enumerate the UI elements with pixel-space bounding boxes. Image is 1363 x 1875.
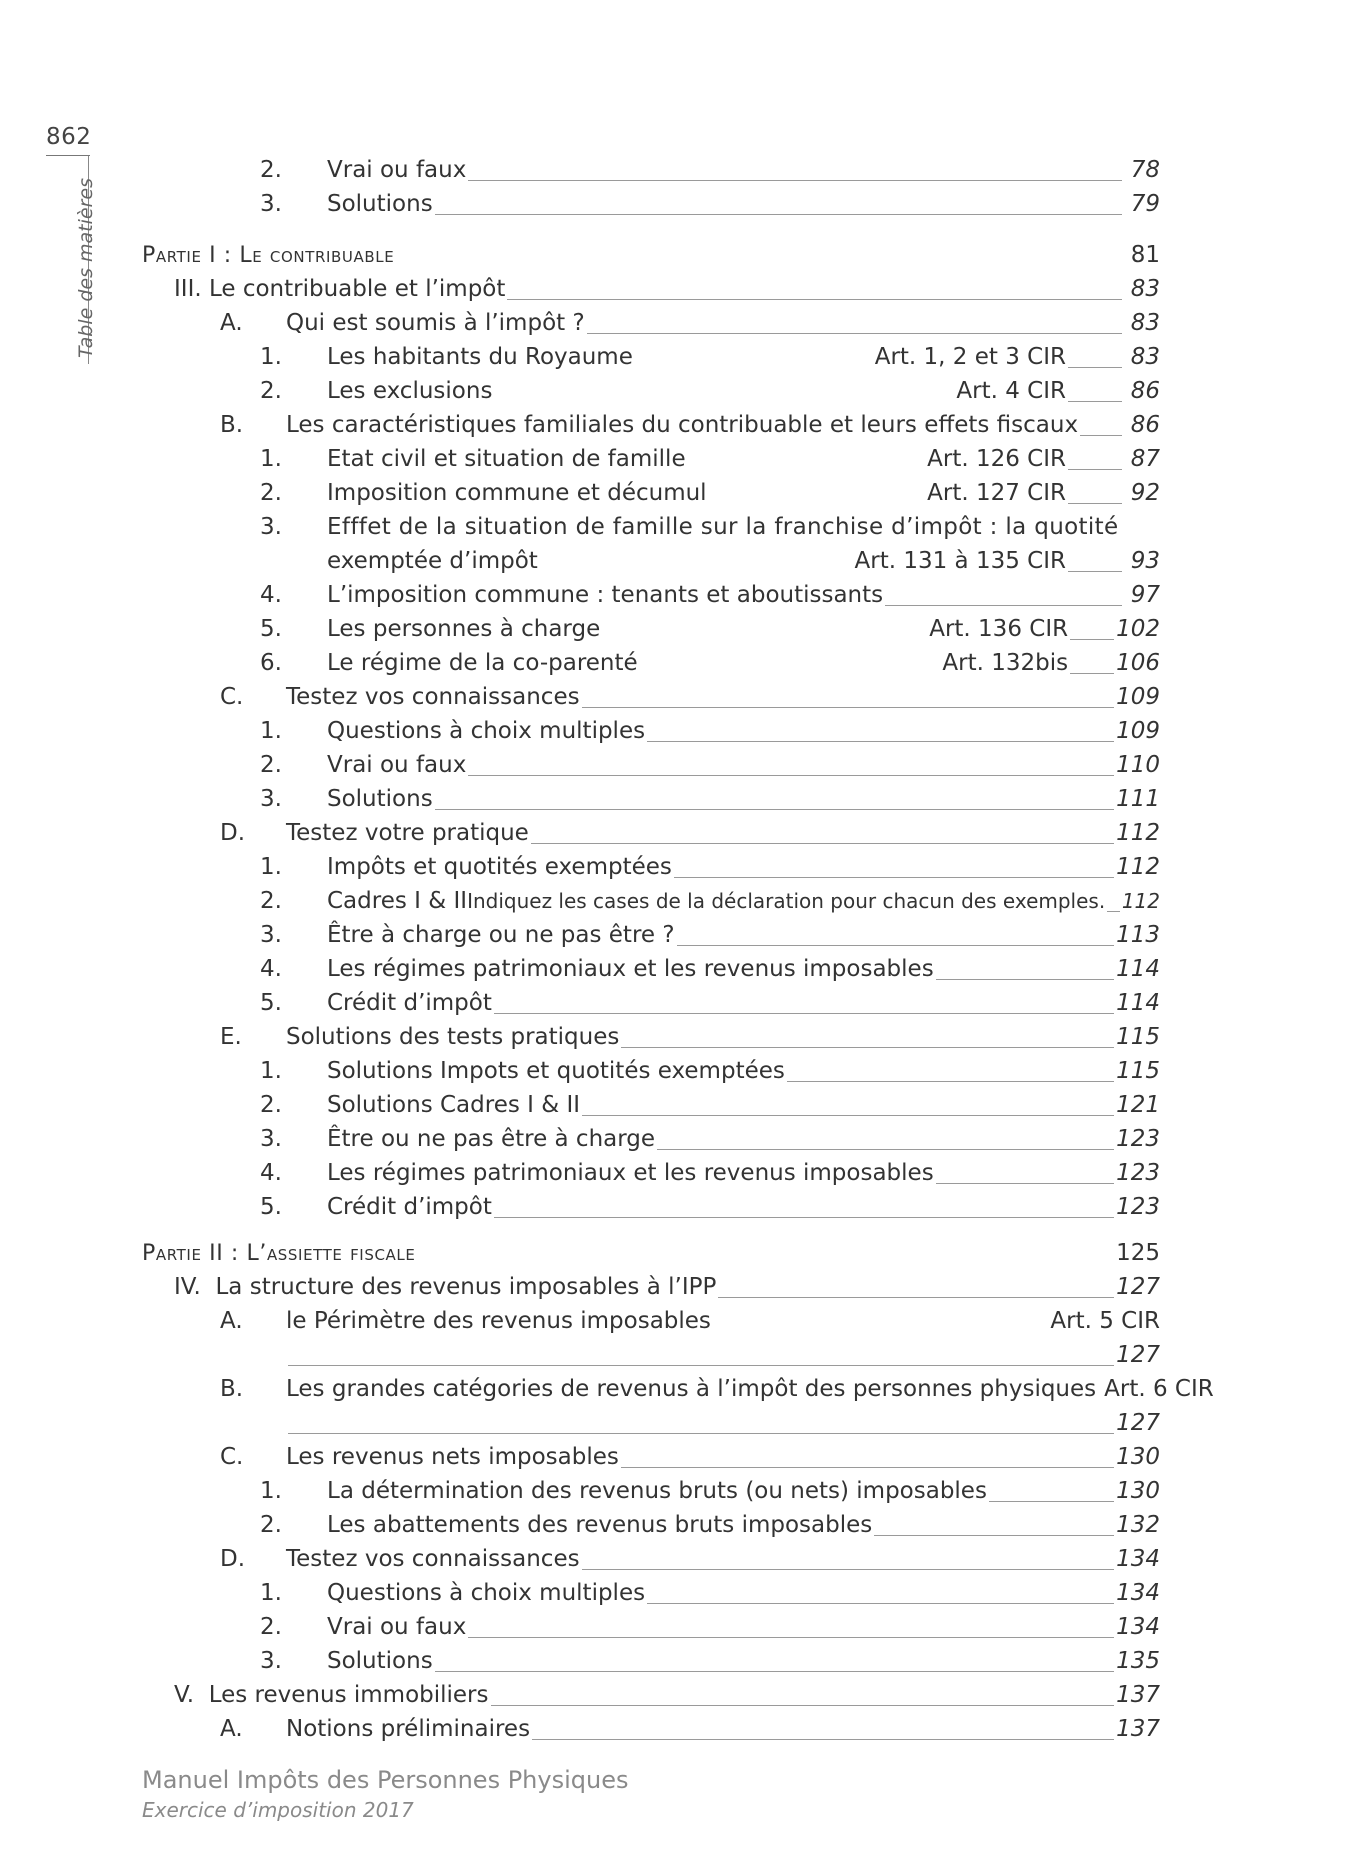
section-entry-continuation[interactable] [220, 1338, 1160, 1372]
toc-entry[interactable] [260, 1576, 1160, 1610]
dot-leader [1068, 469, 1122, 470]
entry-number: C. [220, 684, 244, 710]
entry-page: 110 [1116, 752, 1160, 778]
dot-leader [936, 1183, 1114, 1184]
entry-number: 2. [260, 480, 282, 506]
entry-title: Être ou ne pas être à charge [327, 1126, 656, 1152]
entry-note: Indiquez les cases de la déclaration pour chacun des exemples. [467, 889, 1106, 913]
toc-entry[interactable] [260, 1054, 1160, 1088]
entry-title: Questions à choix multiples [327, 718, 646, 744]
section-entry[interactable] [220, 1440, 1160, 1474]
entry-title: Efffet de la situation de famille sur la franchise d’impôt : la quotité [327, 514, 1119, 540]
dot-leader [936, 979, 1114, 980]
entry-page: 111 [1116, 786, 1160, 812]
dot-leader [531, 843, 1114, 844]
dot-leader [587, 333, 1122, 334]
entry-number: 1. [260, 1478, 282, 1504]
dot-leader [874, 1535, 1114, 1536]
entry-number: 4. [260, 1160, 282, 1186]
section-entry[interactable] [220, 306, 1160, 340]
entry-number: D. [220, 1546, 246, 1572]
section-entry-continuation[interactable] [220, 1406, 1160, 1440]
dot-leader [491, 1705, 1115, 1706]
entry-title: Solutions Impots et quotités exemptées [327, 1058, 785, 1084]
entry-title: Vrai ou faux [327, 157, 467, 183]
part-heading[interactable] [142, 238, 1160, 272]
dot-leader [674, 877, 1114, 878]
entry-number: C. [220, 1444, 244, 1470]
entry-title: Impôts et quotités exemptées [327, 854, 672, 880]
entry-page: 114 [1116, 990, 1160, 1016]
toc-entry[interactable] [260, 952, 1160, 986]
entry-page: 78 [1130, 157, 1160, 183]
section-entry[interactable] [220, 1372, 1214, 1406]
entry-number: 3. [260, 191, 282, 217]
dot-leader [582, 1115, 1114, 1116]
chapter-entry[interactable] [174, 1270, 1160, 1304]
toc-entry[interactable] [260, 782, 1160, 816]
entry-page: 137 [1116, 1682, 1160, 1708]
entry-page: 115 [1116, 1024, 1160, 1050]
dot-leader [1068, 401, 1122, 402]
entry-number: 2. [260, 157, 282, 183]
section-entry[interactable] [220, 408, 1160, 442]
toc-entry[interactable] [260, 646, 1160, 680]
entry-number: 6. [260, 650, 282, 676]
entry-number: A. [220, 1716, 243, 1742]
entry-number: B. [220, 412, 244, 438]
toc-entry[interactable] [260, 1156, 1160, 1190]
entry-title: Solutions des tests pratiques [286, 1024, 620, 1050]
entry-number: 4. [260, 956, 282, 982]
entry-page: 97 [1130, 582, 1160, 608]
entry-page: 130 [1116, 1444, 1160, 1470]
dot-leader [621, 1047, 1114, 1048]
toc-entry[interactable] [260, 1122, 1160, 1156]
toc-entry[interactable] [260, 374, 1160, 408]
entry-page: 86 [1130, 378, 1160, 404]
entry-page: 127 [1116, 1274, 1160, 1300]
entry-number: 2. [260, 1614, 282, 1640]
toc-entry[interactable] [260, 578, 1160, 612]
entry-title: Solutions [327, 786, 433, 812]
entry-page: 123 [1116, 1160, 1160, 1186]
part-heading[interactable] [142, 1236, 1160, 1270]
toc-entry[interactable] [260, 442, 1160, 476]
dot-leader [1107, 911, 1120, 912]
entry-number: 1. [260, 446, 282, 472]
entry-page: 121 [1116, 1092, 1160, 1118]
entry-page: 86 [1130, 412, 1160, 438]
dot-leader [787, 1081, 1114, 1082]
entry-number: 2. [260, 378, 282, 404]
page-number: 862 [46, 124, 92, 150]
entry-page: 92 [1130, 480, 1160, 506]
entry-title: Être à charge ou ne pas être ? [327, 922, 675, 948]
dot-leader [621, 1467, 1114, 1468]
toc-entry[interactable] [260, 884, 1160, 918]
article-reference: Art. 1, 2 et 3 CIR [874, 344, 1066, 370]
dot-leader [507, 299, 1122, 300]
dot-leader [494, 1013, 1114, 1014]
part-title: Partie II : L’assiette fiscale [142, 1241, 416, 1266]
dot-leader [582, 707, 1115, 708]
dot-leader [1068, 367, 1122, 368]
dot-leader [657, 1149, 1114, 1150]
entry-number: 1. [260, 854, 282, 880]
entry-page: 102 [1116, 616, 1160, 642]
entry-page: 87 [1130, 446, 1160, 472]
dot-leader [1068, 571, 1122, 572]
entry-title: Qui est soumis à l’impôt ? [286, 310, 585, 336]
entry-title: Vrai ou faux [327, 752, 467, 778]
entry-number: 2. [260, 1092, 282, 1118]
entry-title: III. Le contribuable et l’impôt [174, 276, 506, 302]
article-reference: Art. 126 CIR [927, 446, 1066, 472]
entry-number: E. [220, 1024, 242, 1050]
toc-entry[interactable] [260, 986, 1160, 1020]
article-reference: Art. 5 CIR [1050, 1308, 1160, 1334]
article-reference: Art. 132bis [942, 650, 1069, 676]
dot-leader [468, 180, 1122, 181]
entry-page: 132 [1116, 1512, 1160, 1538]
toc-entry[interactable] [260, 1190, 1160, 1224]
toc-entry[interactable] [260, 850, 1160, 884]
entry-title: Solutions [327, 1648, 433, 1674]
dot-leader [1068, 503, 1122, 504]
entry-title: Questions à choix multiples [327, 1580, 646, 1606]
entry-number: 2. [260, 752, 282, 778]
entry-number: 3. [260, 786, 282, 812]
article-reference: Art. 131 à 135 CIR [854, 548, 1066, 574]
toc-entry[interactable] [260, 153, 1160, 187]
toc-entry[interactable] [260, 476, 1160, 510]
dot-leader [989, 1501, 1114, 1502]
entry-page: 83 [1130, 276, 1160, 302]
entry-title: Solutions [327, 191, 433, 217]
dot-leader [532, 1739, 1114, 1740]
dot-leader [885, 605, 1122, 606]
toc-entry[interactable] [260, 1644, 1160, 1678]
entry-page: 112 [1116, 854, 1160, 880]
dot-leader [1070, 639, 1114, 640]
entry-page: 93 [1130, 548, 1160, 574]
section-entry[interactable] [220, 816, 1160, 850]
entry-title: V. Les revenus immobiliers [174, 1682, 489, 1708]
entry-title: Les revenus nets imposables [286, 1444, 619, 1470]
footer-title: Manuel Impôts des Personnes Physiques [142, 1766, 629, 1794]
entry-page: 109 [1116, 718, 1160, 744]
dot-leader [468, 775, 1114, 776]
entry-title: Cadres I & II [327, 888, 468, 914]
entry-title: Vrai ou faux [327, 1614, 467, 1640]
section-entry[interactable] [220, 1020, 1160, 1054]
toc-entry[interactable] [260, 612, 1160, 646]
entry-title: Les régimes patrimoniaux et les revenus imposables [327, 956, 934, 982]
entry-number: 3. [260, 922, 282, 948]
section-entry[interactable] [220, 680, 1160, 714]
toc-entry[interactable] [260, 340, 1160, 374]
toc-entry[interactable] [260, 714, 1160, 748]
part-page: 125 [1116, 1240, 1160, 1266]
dot-leader [1070, 673, 1114, 674]
toc-entry-continuation[interactable] [260, 544, 1160, 578]
dot-leader [288, 1433, 1114, 1434]
section-entry[interactable] [220, 1712, 1160, 1746]
entry-page: 83 [1130, 344, 1160, 370]
part-page: 81 [1130, 242, 1160, 268]
dot-leader [435, 214, 1122, 215]
entry-title: Crédit d’impôt [327, 990, 492, 1016]
entry-page: 130 [1116, 1478, 1160, 1504]
chapter-entry[interactable] [174, 1678, 1160, 1712]
section-entry[interactable] [220, 1542, 1160, 1576]
dot-leader [435, 809, 1114, 810]
toc-entry[interactable] [260, 1610, 1160, 1644]
dot-leader [288, 1365, 1114, 1366]
section-entry[interactable] [220, 1304, 1160, 1338]
entry-page: 137 [1116, 1716, 1160, 1742]
entry-page: 134 [1116, 1580, 1160, 1606]
entry-title: Les personnes à charge [327, 616, 601, 642]
entry-title-continued: exemptée d’impôt [327, 548, 538, 574]
entry-page: 127 [1116, 1342, 1160, 1368]
entry-number: 1. [260, 344, 282, 370]
entry-title: Imposition commune et décumul [327, 480, 707, 506]
toc-entry[interactable] [260, 748, 1160, 782]
article-reference: Art. 127 CIR [927, 480, 1066, 506]
entry-number: 3. [260, 1126, 282, 1152]
entry-page: 109 [1116, 684, 1160, 710]
dot-leader [435, 1671, 1114, 1672]
entry-number: 3. [260, 1648, 282, 1674]
dot-leader [494, 1217, 1114, 1218]
entry-number: A. [220, 310, 243, 336]
toc-entry[interactable] [260, 1508, 1160, 1542]
footer-subtitle: Exercice d’imposition 2017 [142, 1798, 414, 1822]
entry-page: 79 [1130, 191, 1160, 217]
entry-title: Le régime de la co-parenté [327, 650, 638, 676]
entry-page: 123 [1116, 1194, 1160, 1220]
entry-number: D. [220, 820, 246, 846]
entry-page: 135 [1116, 1648, 1160, 1674]
entry-number: 4. [260, 582, 282, 608]
entry-page: 113 [1116, 922, 1160, 948]
entry-title: le Périmètre des revenus imposables [286, 1308, 711, 1334]
entry-title: Notions préliminaires [286, 1716, 531, 1742]
dot-leader [647, 741, 1114, 742]
article-reference: Art. 6 CIR [1104, 1376, 1214, 1402]
entry-number: A. [220, 1308, 243, 1334]
entry-number: 5. [260, 1194, 282, 1220]
toc-entry[interactable] [260, 1088, 1160, 1122]
entry-title: Les habitants du Royaume [327, 344, 633, 370]
entry-title: Testez votre pratique [286, 820, 529, 846]
entry-number: 5. [260, 616, 282, 642]
entry-title: Solutions Cadres I & II [327, 1092, 581, 1118]
entry-title: Les abattements des revenus bruts imposables [327, 1512, 873, 1538]
chapter-entry[interactable] [174, 272, 1160, 306]
entry-page: 123 [1116, 1126, 1160, 1152]
part-title: Partie I : Le contribuable [142, 243, 395, 268]
entry-number: 1. [260, 718, 282, 744]
dot-leader [677, 945, 1115, 946]
entry-number: 3. [260, 514, 282, 540]
entry-title: Testez vos connaissances [286, 1546, 580, 1572]
dot-leader [582, 1569, 1115, 1570]
entry-number: 2. [260, 888, 282, 914]
entry-page: 112 [1121, 889, 1160, 913]
entry-page: 134 [1116, 1546, 1160, 1572]
entry-title: Les exclusions [327, 378, 493, 404]
dot-leader [468, 1637, 1114, 1638]
toc-entry[interactable] [260, 187, 1160, 221]
entry-title: La détermination des revenus bruts (ou nets) imposables [327, 1478, 987, 1504]
entry-page: 114 [1116, 956, 1160, 982]
entry-title: L’imposition commune : tenants et aboutissants [327, 582, 884, 608]
dot-leader [1080, 435, 1122, 436]
entry-title: Crédit d’impôt [327, 1194, 492, 1220]
entry-title: Les grandes catégories de revenus à l’impôt des personnes physiques [286, 1376, 1097, 1402]
toc-entry[interactable] [260, 918, 1160, 952]
entry-number: 1. [260, 1580, 282, 1606]
entry-page: 127 [1116, 1410, 1160, 1436]
toc-entry[interactable] [260, 1474, 1160, 1508]
entry-page: 112 [1116, 820, 1160, 846]
entry-number: 5. [260, 990, 282, 1016]
dot-leader [647, 1603, 1114, 1604]
entry-title: IV. La structure des revenus imposables à l’IPP [174, 1274, 717, 1300]
article-reference: Art. 4 CIR [956, 378, 1066, 404]
entry-number: 2. [260, 1512, 282, 1538]
entry-title: Les régimes patrimoniaux et les revenus imposables [327, 1160, 934, 1186]
article-reference: Art. 136 CIR [929, 616, 1069, 642]
entry-title: Testez vos connaissances [286, 684, 580, 710]
entry-number: 1. [260, 1058, 282, 1084]
entry-number: B. [220, 1376, 244, 1402]
entry-page: 83 [1130, 310, 1160, 336]
toc-entry[interactable] [260, 510, 1160, 544]
entry-page: 106 [1116, 650, 1160, 676]
side-label: Table des matières [75, 178, 97, 358]
entry-page: 134 [1116, 1614, 1160, 1640]
entry-page: 115 [1116, 1058, 1160, 1084]
dot-leader [718, 1297, 1114, 1298]
entry-title: Les caractéristiques familiales du contribuable et leurs effets fiscaux [286, 412, 1079, 438]
entry-title: Etat civil et situation de famille [327, 446, 686, 472]
